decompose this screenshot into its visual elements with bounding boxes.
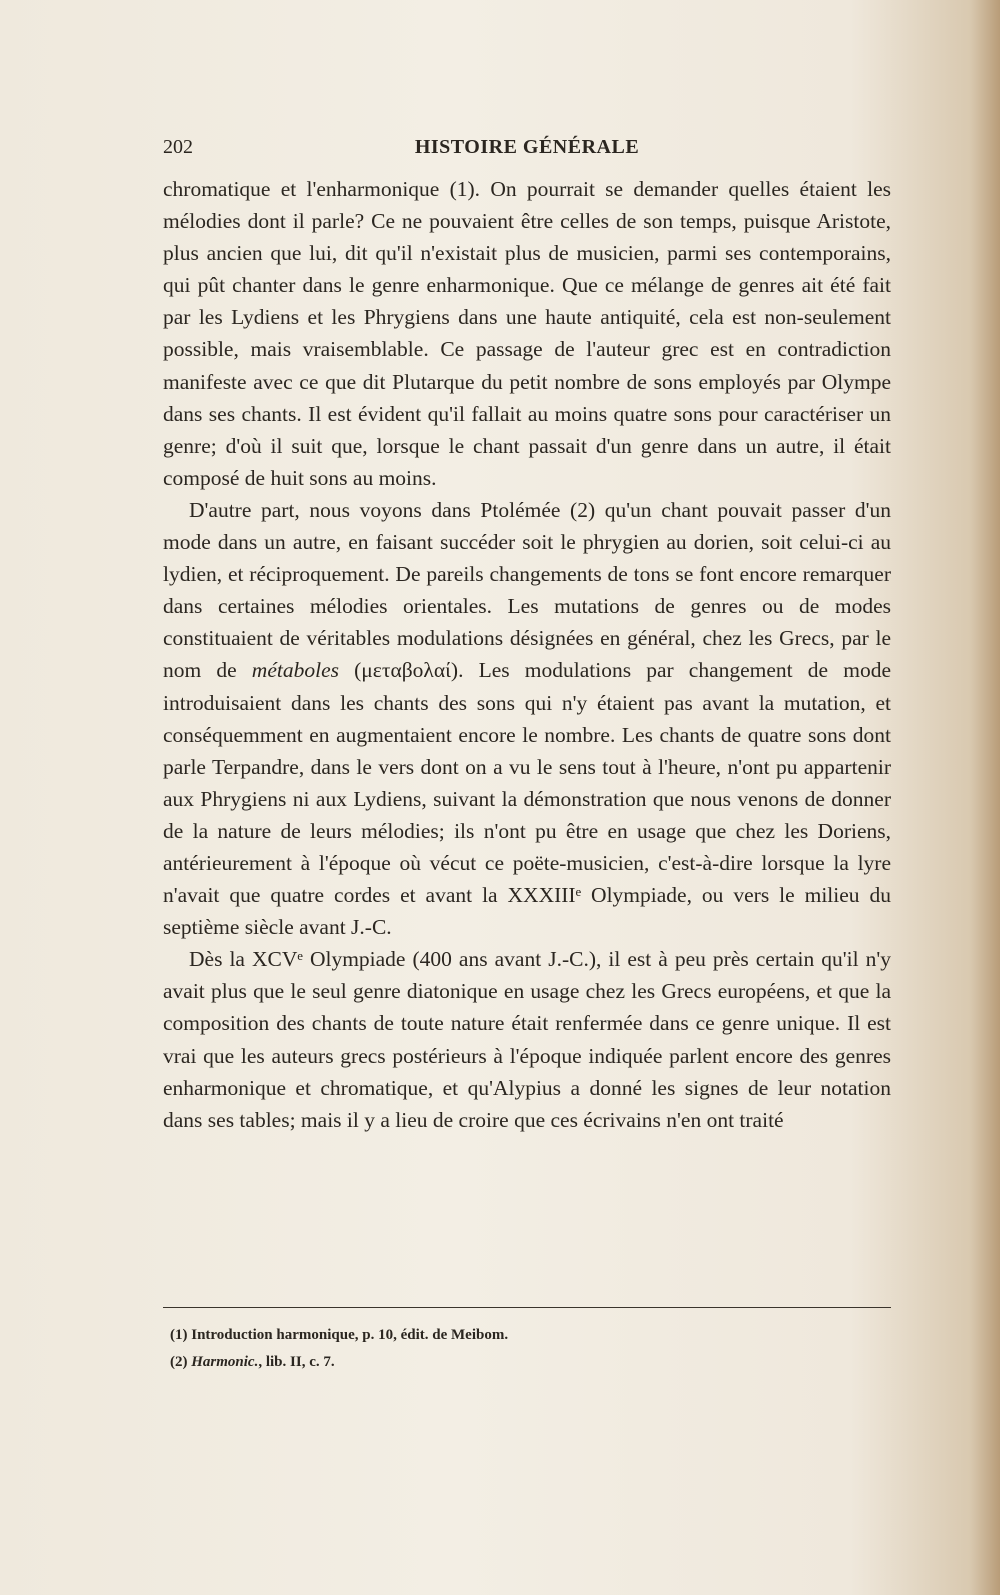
italic-text: métaboles (251, 658, 339, 683)
page-number: 202 (163, 136, 193, 158)
paragraph-text: D'autre part, nous voyons dans Ptolémée (2) qu'un chant pouvait passer d'un mode dans un autre, en faisant succéder soit le phrygien au dorien, soit celui-ci au lydien, et réciproquement. De pareils changements de tons se font encore remarquer dans certaines mélodies orientales. Les mutations de genres ou de modes constituaient de véritables modulations désignées en général, chez les Grecs, par le nom de (163, 497, 891, 683)
paragraph-text: Dès la XCVᵉ Olympiade (400 ans avant J.-C.), il est à peu près certain qu'il n'y avait plus que le seul genre diatonique en usage chez les Grecs européens, et que la composition des chants de toute nature était renfermée dans ce genre unique. Il est vrai que les auteurs grecs postérieurs à l'époque indiquée parlent encore des genres enharmonique et chromatique, et qu'Alypius a donné les signes de leur notation dans ses tables; mais il y a lieu de croire que ces écrivains n'en ont traité (163, 947, 891, 1132)
body-text (163, 173, 891, 1136)
footnote (170, 1322, 870, 1349)
paragraph (163, 173, 891, 494)
footnote-text: (2) (170, 1354, 192, 1370)
footnotes (170, 1322, 870, 1376)
paragraph (163, 943, 891, 1136)
footnote-text: (1) Introduction harmonique, p. 10, édit. de Meibom. (170, 1327, 509, 1343)
page-header (163, 136, 891, 166)
paragraph (163, 494, 891, 943)
footnote-text: , lib. II, c. 7. (258, 1354, 335, 1370)
running-title: HISTOIRE GÉNÉRALE (414, 136, 640, 158)
footnote (170, 1349, 870, 1376)
paragraph-text: (μεταβολαί). Les modulations par changement de mode introduisaient dans les chants des sons qui n'y étaient pas avant la mutation, et conséquemment en augmentaient encore le nombre. Les chants de quatre sons dont parle Terpandre, dans le vers dont on a vu le sens tout à l'heure, n'ont pu appartenir aux Phrygiens ni aux Lydiens, suivant la démonstration que nous venons de donner de la nature de leurs mélodies; ils n'ont pu être en usage que chez les Doriens, antérieurement à l'époque où vécut ce poëte-musicien, c'est-à-dire lorsque la lyre n'avait que quatre cordes et avant la XXXIIIᵉ Olympiade, ou vers le milieu du septième siècle avant J.-C. (163, 658, 891, 940)
footnote-rule (163, 1307, 891, 1308)
footnote-text: Harmonic. (191, 1354, 259, 1370)
paragraph-text: chromatique et l'enharmonique (1). On pourrait se demander quelles étaient les mélodies dont il parle? Ce ne pouvaient être celles de son temps, puisque Aristote, plus ancien que lui, dit qu'il n'existait plus de musicien, parmi ses contemporains, qui pût chanter dans le genre enharmonique. Que ce mélange de genres ait été fait par les Lydiens et les Phrygiens dans une haute antiquité, cela est non-seulement possible, mais vraisemblable. Ce passage de l'auteur grec est en contradiction manifeste avec ce que dit Plutarque du petit nombre de sons employés par Olympe dans ses chants. Il est évident qu'il fallait au moins quatre sons pour caractériser un genre; d'où il suit que, lorsque le chant passait d'un genre dans un autre, il était composé de huit sons au moins. (163, 177, 891, 490)
